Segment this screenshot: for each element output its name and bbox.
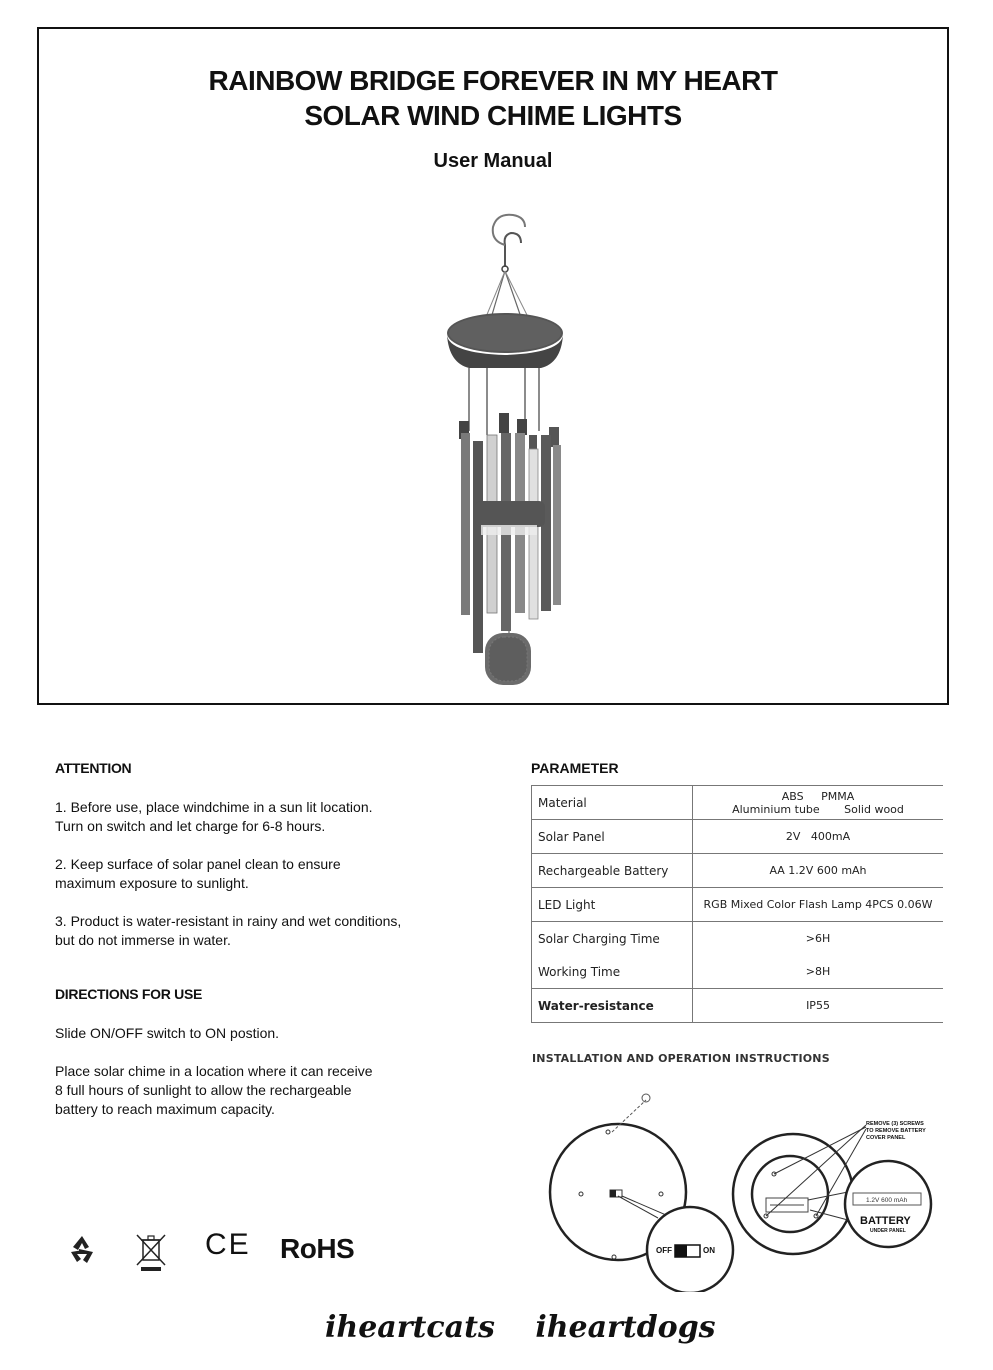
ce-mark: CE (205, 1228, 251, 1261)
battery-spec: 1.2V 600 mAh (866, 1197, 908, 1204)
attention-item-1-line-1: 1. Before use, place windchime in a sun lit location. (55, 799, 373, 815)
param-key: Rechargeable Battery (532, 854, 693, 888)
param-key: Solar Charging Time (532, 922, 693, 956)
attention-item-3-line-2: but do not immerse in water. (55, 932, 231, 948)
directions-item-2-line-2: 8 full hours of sunlight to allow the rechargeable (55, 1082, 352, 1098)
brand-iheartdogs: iheartdogs (535, 1310, 716, 1345)
param-value: >6H (693, 922, 944, 956)
screw-note-line-1: REMOVE (3) SCREWS (866, 1121, 924, 1127)
attention-item-2-line-1: 2. Keep surface of solar panel clean to ensure (55, 856, 341, 872)
attention-heading: ATTENTION (55, 760, 132, 776)
title-line-1: RAINBOW BRIDGE FOREVER IN MY HEART (208, 65, 778, 96)
manual-subtitle: User Manual (433, 150, 553, 172)
param-key: Material (532, 786, 693, 820)
rohs-mark: RoHS (280, 1233, 355, 1264)
battery-label: BATTERY (860, 1215, 911, 1227)
table-row (532, 888, 944, 922)
table-row (532, 989, 944, 1023)
parameter-table (531, 785, 943, 1023)
title-line-2: SOLAR WIND CHIME LIGHTS (304, 100, 682, 131)
param-key: Water-resistance (532, 989, 693, 1023)
param-value: AA 1.2V 600 mAh (693, 854, 944, 888)
param-value: 2V 400mA (693, 820, 944, 854)
attention-item-2-line-2: maximum exposure to sunlight. (55, 875, 249, 891)
brand-iheartcats: iheartcats (325, 1310, 495, 1345)
param-key: Solar Panel (532, 820, 693, 854)
screw-note-line-3: COVER PANEL (866, 1135, 906, 1141)
hero-box (37, 27, 949, 705)
param-value: >8H (693, 955, 944, 989)
directions-item-2 (55, 1062, 475, 1119)
param-value-line: ABS PMMA (781, 789, 855, 803)
installation-diagram (548, 1092, 948, 1292)
parameter-section (531, 760, 943, 776)
param-value: RGB Mixed Color Flash Lamp 4PCS 0.06W (693, 888, 944, 922)
param-key: LED Light (532, 888, 693, 922)
attention-item-3 (55, 912, 475, 950)
attention-item-2 (55, 855, 475, 893)
param-value-line: Aluminium tube Solid wood (732, 802, 904, 816)
directions-item-1 (55, 1024, 475, 1043)
param-key: Working Time (532, 955, 693, 989)
table-row (532, 854, 944, 888)
installation-heading: INSTALLATION AND OPERATION INSTRUCTIONS (532, 1052, 830, 1065)
weee-bin-icon (133, 1232, 169, 1272)
switch-off-label: OFF (656, 1246, 672, 1255)
table-row (532, 955, 944, 989)
attention-item-1-line-2: Turn on switch and let charge for 6-8 hours. (55, 818, 326, 834)
table-row (532, 786, 944, 820)
param-value (693, 786, 944, 820)
directions-heading: DIRECTIONS FOR USE (55, 986, 203, 1002)
brand-footer (325, 1310, 746, 1345)
parameter-heading: PARAMETER (531, 760, 619, 776)
attention-item-1 (55, 798, 475, 836)
recycle-icon (65, 1232, 99, 1266)
screw-note-line-2: TO REMOVE BATTERY (866, 1128, 926, 1134)
attention-item-3-line-1: 3. Product is water-resistant in rainy and wet conditions, (55, 913, 402, 929)
wind-chime-illustration (429, 205, 579, 685)
instructions-column (55, 760, 475, 1119)
directions-item-1-line-1: Slide ON/OFF switch to ON postion. (55, 1025, 280, 1041)
table-row (532, 820, 944, 854)
directions-item-2-line-3: battery to reach maximum capacity. (55, 1101, 275, 1117)
page-title (39, 63, 947, 133)
directions-item-2-line-1: Place solar chime in a location where it can receive (55, 1063, 373, 1079)
param-value: IP55 (693, 989, 944, 1023)
battery-sub-label: UNDER PANEL (870, 1228, 906, 1234)
switch-on-label: ON (703, 1246, 715, 1255)
table-row (532, 922, 944, 956)
